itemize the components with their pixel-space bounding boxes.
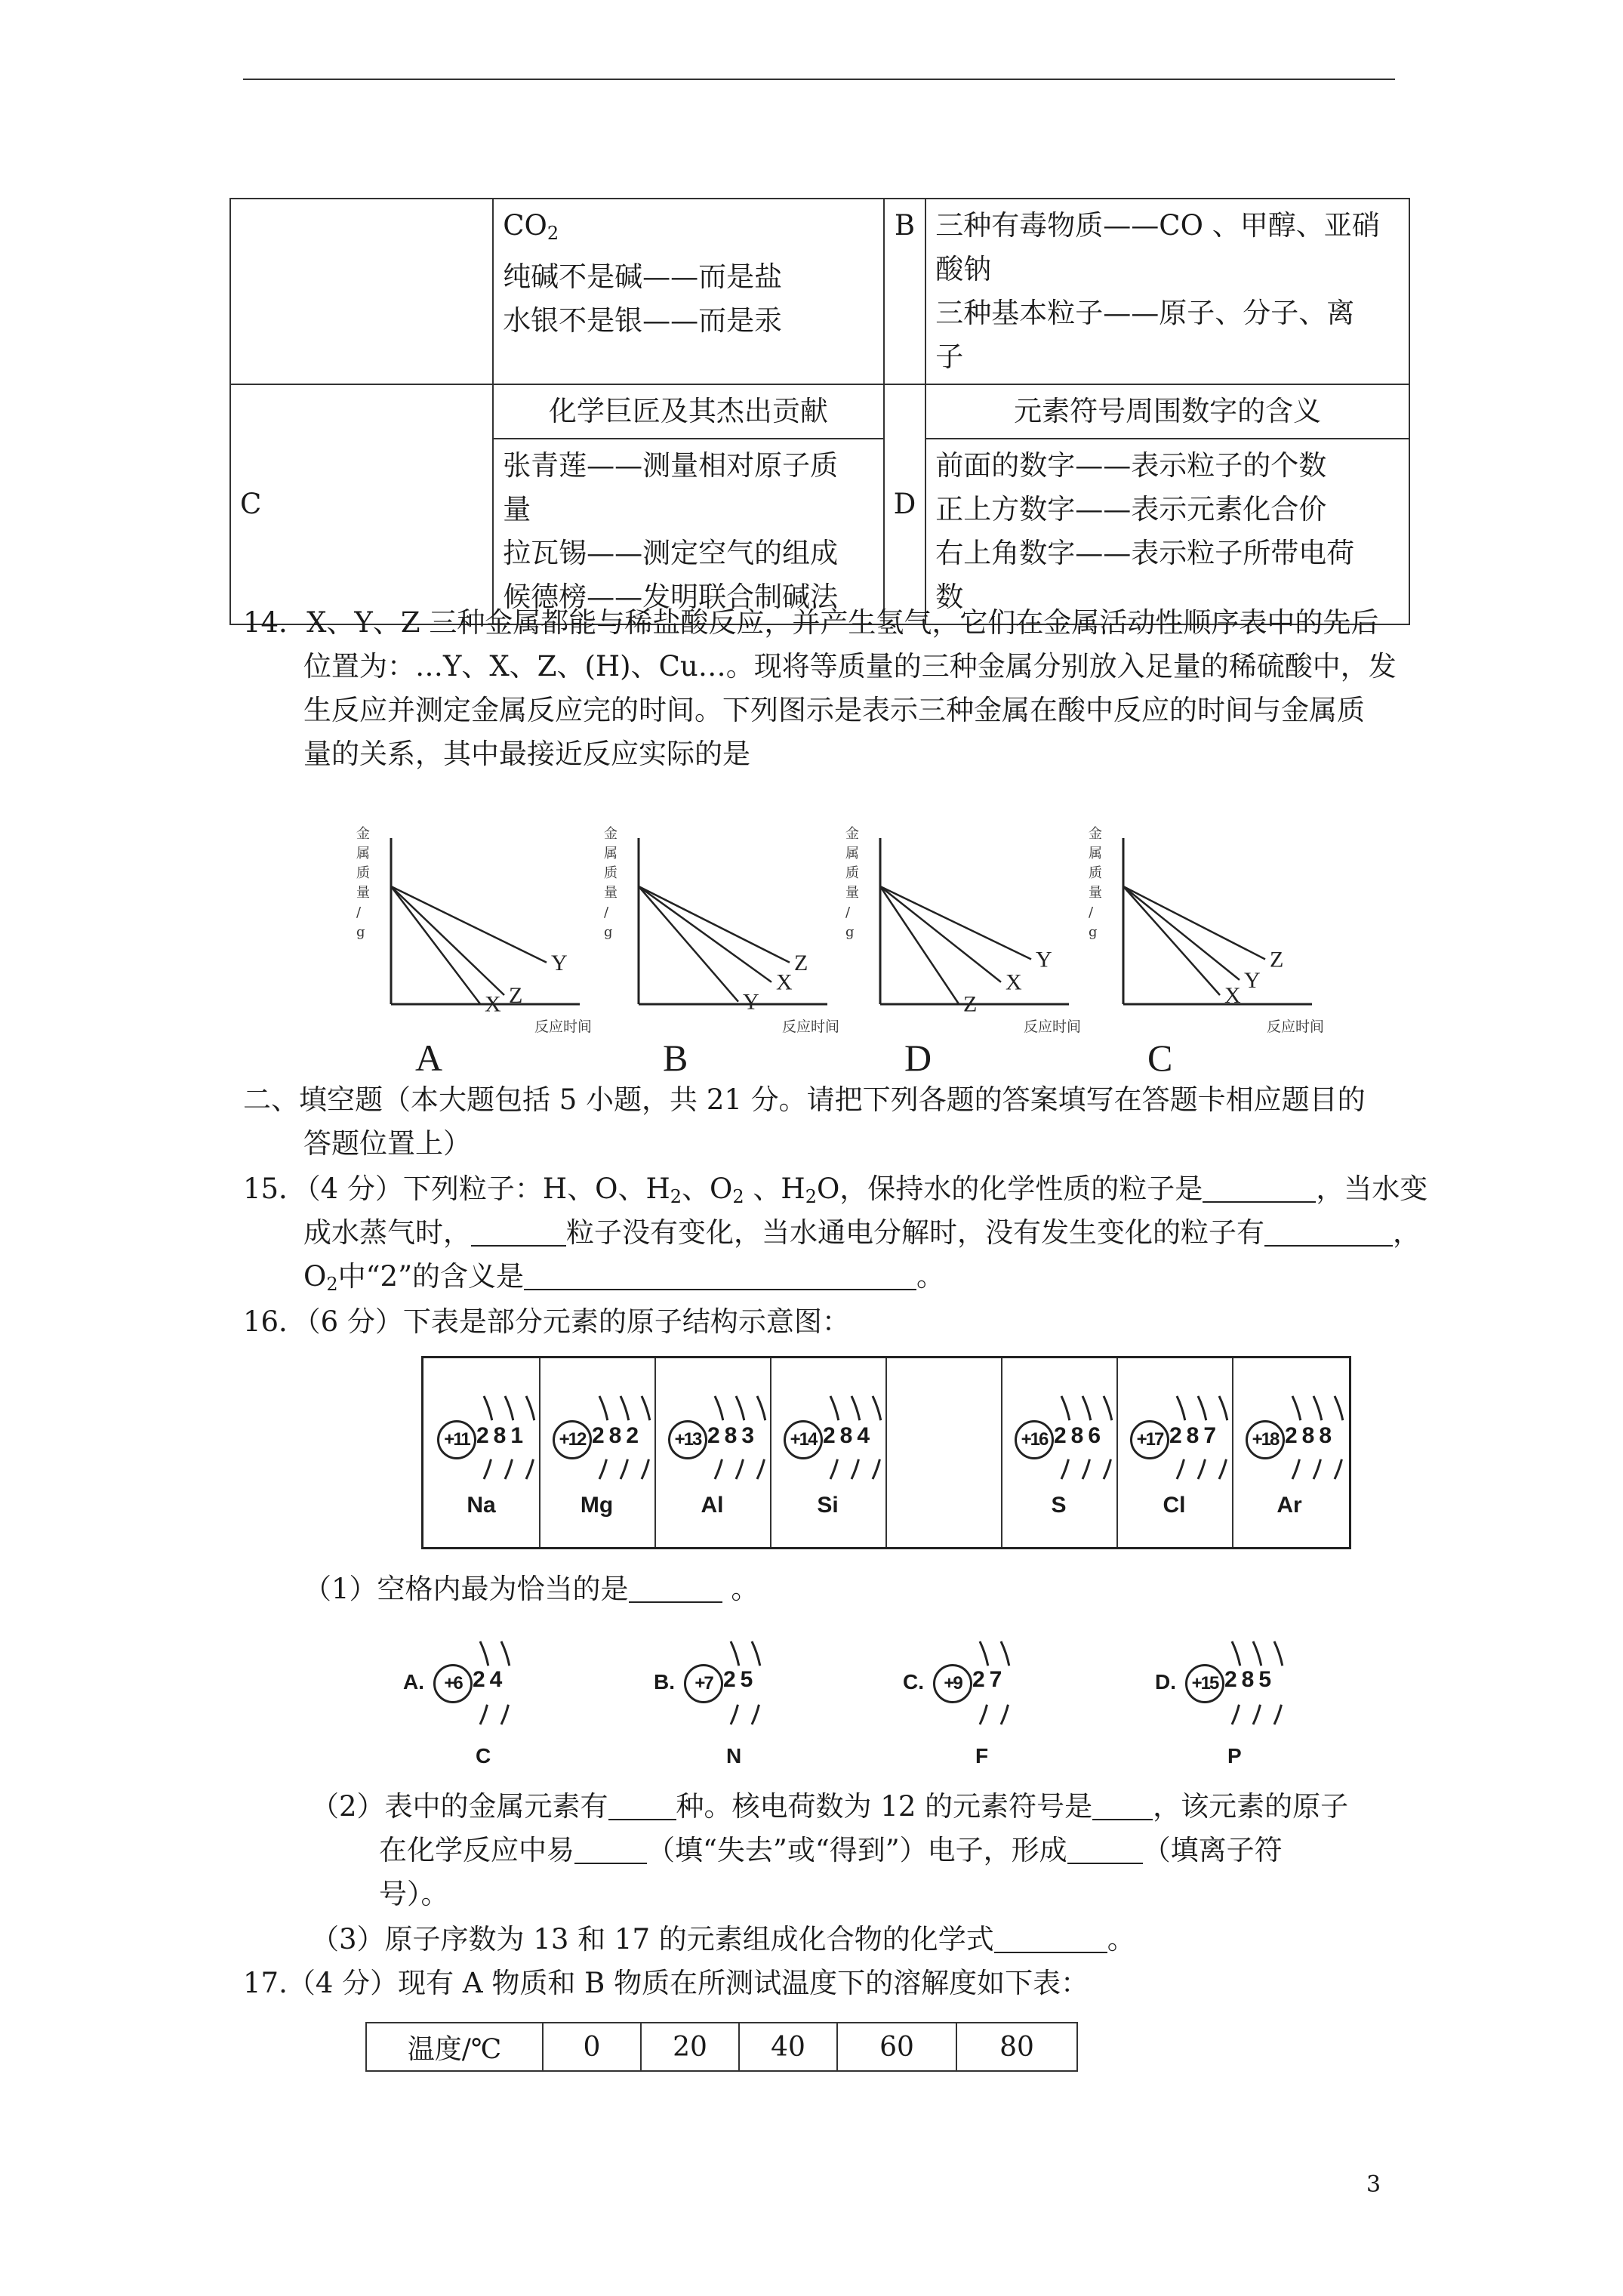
atom-cell [1232, 1358, 1347, 1547]
y-label-char: 金 [1089, 826, 1102, 842]
nucleus-circle: +14 [784, 1420, 823, 1459]
curve-z [880, 886, 959, 1004]
electron-counts: 27 [972, 1667, 1007, 1692]
graph-svg [596, 823, 838, 1042]
x-label: 反应时间 [782, 1019, 838, 1035]
table-cell-r1-right: 三种有毒物质——CO 、甲醇、亚硝 酸钠 三种基本粒子——原子、分子、离 子 [925, 199, 1409, 384]
y-label-char: 属 [1089, 846, 1102, 861]
table-cell: 80 [956, 2023, 1077, 2071]
table-cell: 20 [641, 2023, 739, 2071]
element-symbol: Ar [1277, 1493, 1302, 1518]
electron-counts: 287 [1169, 1423, 1221, 1448]
question-17-title: 17.（4 分）现有 A 物质和 B 物质在所测试温度下的溶解度如下表： [243, 1967, 1089, 1999]
curve-label: Y [551, 950, 568, 975]
atom-cell [885, 1358, 1002, 1547]
table-cell: 60 [837, 2023, 956, 2071]
graph-option-label: C [1147, 1037, 1173, 1079]
y-label-char: 质 [845, 865, 859, 881]
table-cell: 温度/℃ [366, 2023, 543, 2071]
table-cell-r2-right: 前面的数字——表示粒子的个数 正上方数字——表示元素化合价 右上角数字——表示粒子所带电荷 数 [925, 439, 1409, 624]
curve-x [1123, 886, 1220, 995]
question-14-line-4: 量的关系，其中最接近反应实际的是 [303, 738, 750, 770]
graph-option-d [838, 823, 1079, 1079]
curve-label: X [776, 969, 793, 995]
curve-label: X [1006, 969, 1022, 995]
graph-option-label: A [415, 1037, 443, 1079]
y-label-char: / [845, 905, 851, 920]
graph-svg [838, 823, 1079, 1042]
curve-x [639, 886, 771, 982]
element-symbol: Si [817, 1493, 839, 1518]
y-label-char: 质 [604, 865, 617, 881]
y-label-char: 属 [356, 846, 370, 861]
atom-cell [423, 1358, 540, 1547]
electron-counts: 283 [707, 1423, 759, 1448]
electron-counts: 25 [723, 1667, 758, 1692]
nucleus-circle: +12 [553, 1420, 592, 1459]
graph-svg [1081, 823, 1323, 1042]
y-label-char: 量 [356, 885, 370, 901]
question-14-line-3: 生反应并测定金属反应完的时间。下列图示是表示三种金属在酸中反应的时间与金属质 [303, 694, 1365, 726]
y-label-char: g [845, 924, 855, 940]
question-16-part-1: （1）空格内最为恰当的是 。 [303, 1573, 759, 1605]
electron-counts: 281 [476, 1423, 528, 1448]
curve-z [391, 886, 504, 995]
element-symbol: Na [467, 1493, 496, 1518]
atom-cell [770, 1358, 887, 1547]
y-label-char: 质 [1089, 865, 1102, 881]
curve-label: Y [1244, 967, 1261, 993]
x-label: 反应时间 [1024, 1019, 1079, 1035]
option-c [403, 1631, 554, 1774]
answer-blank[interactable] [1264, 1215, 1393, 1247]
answer-blank[interactable] [1067, 1832, 1143, 1864]
section-2-heading-cont: 答题位置上） [303, 1127, 471, 1160]
x-label: 反应时间 [534, 1019, 590, 1035]
y-label-char: / [1089, 905, 1094, 920]
answer-blank[interactable] [1092, 1789, 1153, 1820]
electron-counts: 286 [1054, 1423, 1106, 1448]
y-label-char: 属 [604, 846, 617, 861]
nucleus-circle: +7 [684, 1664, 723, 1703]
question-15-line-3: $O_2$中“2”的含义是 。 [303, 1260, 944, 1295]
y-label-char: 金 [604, 826, 617, 842]
element-symbol: P [1227, 1744, 1242, 1767]
element-symbol: C [476, 1744, 491, 1767]
table-cell-empty [230, 199, 493, 384]
nucleus-circle: +9 [933, 1664, 972, 1703]
x-label: 反应时间 [1267, 1019, 1323, 1035]
electron-counts: 284 [823, 1423, 875, 1448]
option-n [654, 1631, 805, 1774]
question-16-part-2-line-2: 在化学反应中易 （填“失去”或“得到”）电子，形成 （填离子符 [379, 1834, 1283, 1866]
electron-counts: 285 [1224, 1667, 1277, 1692]
graph-option-label: D [904, 1037, 932, 1079]
nucleus-circle: +13 [668, 1420, 707, 1459]
electron-counts: 288 [1285, 1423, 1337, 1448]
nucleus-circle: +11 [437, 1420, 476, 1459]
page-number: 3 [1366, 2171, 1381, 2198]
option-p [1155, 1631, 1306, 1774]
curve-label: Y [743, 989, 759, 1015]
element-symbol: Al [701, 1493, 724, 1518]
solubility-table [365, 2022, 1078, 2072]
curve-y [391, 886, 547, 963]
y-label-char: 属 [845, 846, 859, 861]
curve-y [1123, 886, 1240, 980]
table-cell-letter-b: B [884, 199, 926, 384]
nucleus-circle: +15 [1185, 1664, 1224, 1703]
table-cell: 40 [739, 2023, 837, 2071]
y-label-char: 质 [356, 865, 370, 881]
y-label-char: 量 [1089, 885, 1102, 901]
table-cell-letter-d: D [884, 384, 926, 624]
option-f [903, 1631, 1054, 1774]
nucleus-circle: +16 [1015, 1420, 1054, 1459]
y-label-char: 量 [604, 885, 617, 901]
y-label-char: g [1089, 924, 1098, 940]
y-label-char: 金 [356, 826, 370, 842]
question-15-line-1: 15．（4 分）下列粒子：H、O、$H_2$、$O_2$ 、$H_2O$，保持水的化学性质的粒子是 ，当水变 [243, 1173, 1428, 1207]
question-16-part-2-line-3: 号）。 [379, 1878, 449, 1910]
curve-z [639, 886, 790, 963]
answer-blank[interactable] [1203, 1171, 1316, 1203]
curve-label: Y [1036, 947, 1052, 972]
option-label: D. [1155, 1670, 1176, 1693]
y-label-char: 金 [845, 826, 859, 842]
electron-counts: 24 [473, 1667, 507, 1692]
nucleus-circle: +18 [1246, 1420, 1285, 1459]
curve-x [880, 886, 1001, 982]
question-16-part-3: （3）原子序数为 13 和 17 的元素组成化合物的化学式 。 [311, 1923, 1135, 1955]
graph-option-a [349, 823, 590, 1079]
curve-label: X [485, 991, 501, 1017]
graph-option-c [1081, 823, 1323, 1079]
curve-y [880, 886, 1031, 959]
header-rule [243, 79, 1395, 80]
curve-label: Z [794, 950, 808, 975]
table-row [230, 199, 1409, 384]
answer-blank[interactable] [574, 1832, 647, 1864]
table-cell-r1-mid: $CO_2$ 纯碱不是碱——而是盐 水银不是银——而是汞 [493, 199, 883, 384]
question-16-part-2-line-1: （2）表中的金属元素有 种。核电荷数为 12 的元素符号是 ，该元素的原子 [311, 1790, 1349, 1823]
option-label: C. [903, 1670, 924, 1693]
graph-option-label: B [663, 1037, 688, 1079]
curve-label: Z [963, 991, 978, 1017]
electron-counts: 282 [592, 1423, 644, 1448]
table-cell-r2-mid: 张青莲——测量相对原子质 量 拉瓦锡——测定空气的组成 候德榜——发明联合制碱法 [493, 439, 883, 624]
summary-table [229, 198, 1410, 625]
curve-label: Z [509, 983, 523, 1008]
atom-structure-table [421, 1356, 1351, 1549]
y-label-char: g [356, 924, 365, 940]
curve-z [1123, 886, 1265, 959]
graph-option-b [596, 823, 838, 1079]
table-cell-letter-c: C [230, 384, 493, 624]
answer-blank[interactable] [524, 1259, 916, 1290]
question-16-title: 16．（6 分）下表是部分元素的原子结构示意图： [243, 1305, 850, 1338]
table-cell: 0 [543, 2023, 641, 2071]
curve-x [391, 886, 480, 1004]
answer-blank[interactable] [629, 1571, 722, 1603]
question-14-line-2: 位置为：…Y、X、Z、(H)、Cu…。现将等质量的三种金属分别放入足量的稀硫酸中，发 [303, 650, 1397, 683]
curve-label: Z [1270, 947, 1284, 972]
y-label-char: / [604, 905, 609, 920]
answer-blank[interactable] [608, 1789, 676, 1820]
element-symbol: S [1051, 1493, 1067, 1518]
table-cell-head-right: 元素符号周围数字的含义 [925, 384, 1409, 439]
option-label: A. [403, 1670, 424, 1693]
element-symbol: F [975, 1744, 989, 1767]
table-cell-head-mid: 化学巨匠及其杰出贡献 [493, 384, 883, 439]
question-15-line-2: 成水蒸气时， 粒子没有变化，当水通电分解时，没有发生变化的粒子有 ， [303, 1216, 1421, 1249]
section-2-heading: 二、填空题（本大题包括 5 小题，共 21 分。请把下列各题的答案填写在答题卡相应题目的 [243, 1083, 1366, 1116]
atom-cell [654, 1358, 771, 1547]
table-row [230, 384, 1409, 439]
atom-cell [539, 1358, 656, 1547]
answer-blank[interactable] [471, 1215, 566, 1247]
nucleus-circle: +17 [1130, 1420, 1169, 1459]
element-symbol: N [726, 1744, 742, 1767]
option-label: B. [654, 1670, 675, 1693]
y-label-char: g [604, 924, 613, 940]
y-label-char: 量 [845, 885, 859, 901]
atom-cell [1001, 1358, 1118, 1547]
y-label-char: / [356, 905, 362, 920]
question-14-line-1: 14．X、Y、Z 三种金属都能与稀盐酸反应，并产生氢气，它们在金属活动性顺序表中的先后 [243, 606, 1379, 639]
graph-svg [349, 823, 590, 1042]
element-symbol: Mg [580, 1493, 614, 1518]
curve-y [639, 886, 738, 1002]
curve-label: X [1224, 983, 1241, 1008]
atom-cell [1116, 1358, 1233, 1547]
answer-blank[interactable] [994, 1922, 1107, 1953]
table-row [366, 2023, 1077, 2071]
nucleus-circle: +6 [433, 1664, 473, 1703]
element-symbol: Cl [1163, 1493, 1186, 1518]
